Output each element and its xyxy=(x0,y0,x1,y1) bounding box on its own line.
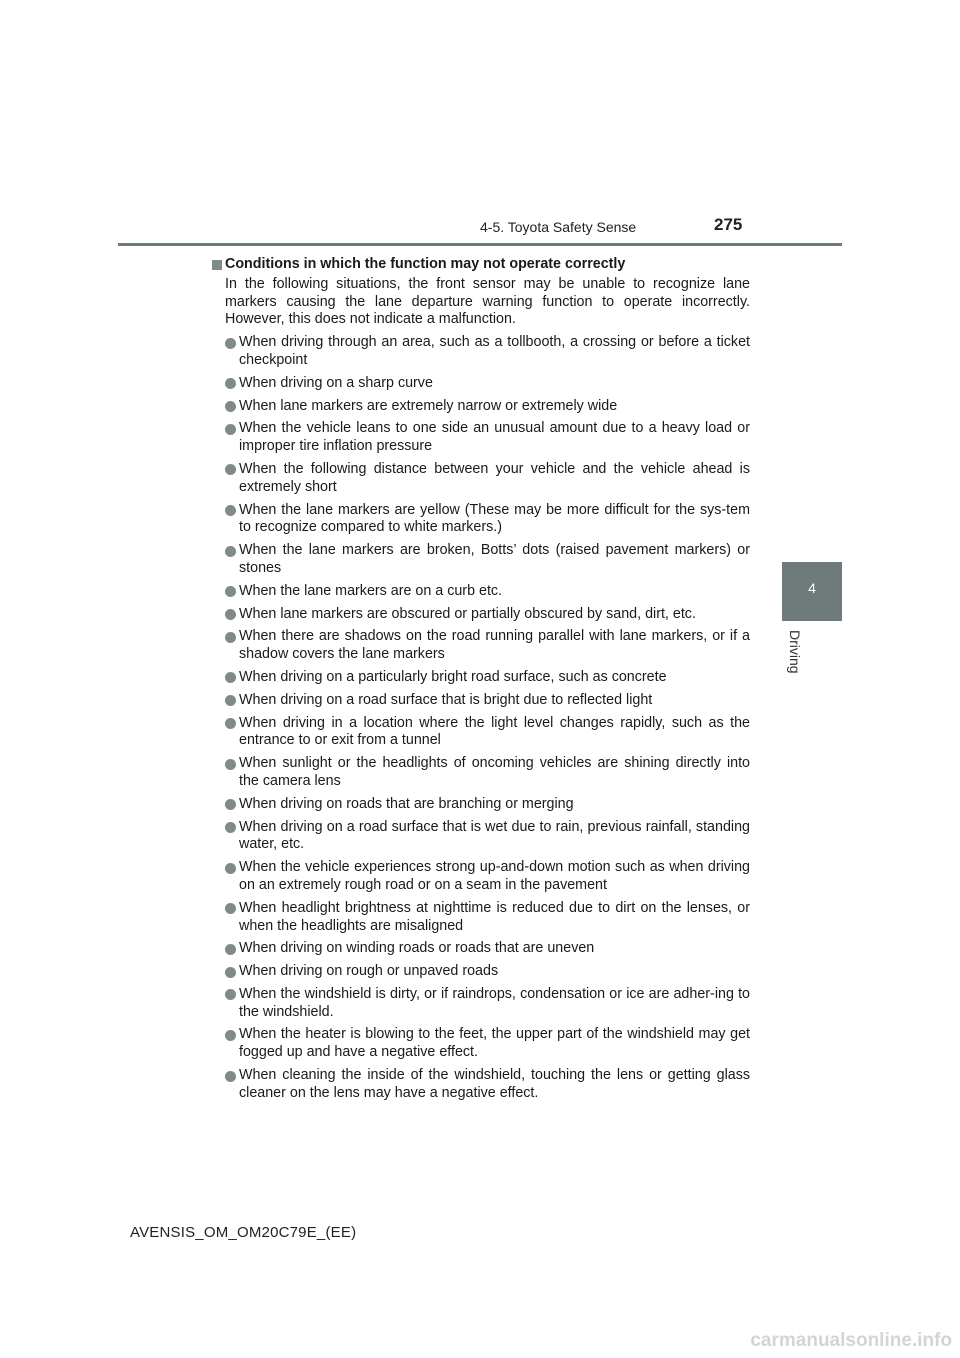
circle-bullet-icon xyxy=(225,759,236,770)
circle-bullet-icon xyxy=(225,672,236,683)
circle-bullet-icon xyxy=(225,401,236,412)
list-item xyxy=(210,692,750,710)
list-item-text: When the heater is blowing to the feet, the upper part of the windshield may get fogged up and have a negative effect. xyxy=(239,1026,750,1061)
list-item xyxy=(210,819,750,855)
list-item xyxy=(210,1026,750,1062)
list-item-text: When lane markers are obscured or partially obscured by sand, dirt, etc. xyxy=(239,605,696,622)
intro-paragraph: In the following situations, the front sensor may be unable to recognize lane markers causing the lane departure warning function to operate incorrectly. However, this does not indicate a malfunction. xyxy=(225,275,750,328)
section-title: 4-5. Toyota Safety Sense xyxy=(480,219,637,235)
circle-bullet-icon xyxy=(225,967,236,978)
list-item xyxy=(210,859,750,895)
list-item xyxy=(210,334,750,370)
list-item-text: When lane markers are extremely narrow or extremely wide xyxy=(239,397,618,414)
list-item xyxy=(210,375,750,393)
circle-bullet-icon xyxy=(225,505,236,516)
list-item-text: When driving on rough or unpaved roads xyxy=(239,963,499,980)
circle-bullet-icon xyxy=(225,632,236,643)
chapter-label: Driving xyxy=(787,630,803,674)
circle-bullet-icon xyxy=(225,378,236,389)
header-divider xyxy=(118,243,842,246)
circle-bullet-icon xyxy=(225,1071,236,1082)
list-item xyxy=(210,542,750,578)
list-item xyxy=(210,502,750,538)
list-item xyxy=(210,398,750,416)
list-item xyxy=(210,583,750,601)
list-item-text: When the lane markers are yellow (These may be more difficult for the sys-tem to recognize compared to white markers.) xyxy=(239,501,750,536)
list-item-text: When driving on a particularly bright road surface, such as concrete xyxy=(239,668,667,685)
list-item-text: When the following distance between your vehicle and the vehicle ahead is extremely short xyxy=(239,460,750,495)
list-item xyxy=(210,963,750,981)
circle-bullet-icon xyxy=(225,695,236,706)
circle-bullet-icon xyxy=(225,1030,236,1041)
list-item xyxy=(210,900,750,936)
list-item-text: When driving on a road surface that is bright due to reflected light xyxy=(239,691,653,708)
section-heading xyxy=(210,256,750,274)
list-item-text: When there are shadows on the road running parallel with lane markers, or if a shadow covers the lane markers xyxy=(239,628,750,663)
circle-bullet-icon xyxy=(225,863,236,874)
circle-bullet-icon xyxy=(225,546,236,557)
list-item xyxy=(210,940,750,958)
list-item-text: When driving on a sharp curve xyxy=(239,374,433,391)
circle-bullet-icon xyxy=(225,989,236,1000)
list-item-text: When the lane markers are on a curb etc. xyxy=(239,582,503,599)
list-item-text: When driving in a location where the light level changes rapidly, such as the entrance to or exit from a tunnel xyxy=(239,714,750,749)
chapter-number: 4 xyxy=(808,580,816,596)
list-item xyxy=(210,986,750,1022)
list-item-text: When driving on roads that are branching or merging xyxy=(239,795,574,812)
circle-bullet-icon xyxy=(225,424,236,435)
chapter-tab xyxy=(782,562,842,621)
list-item-text: When sunlight or the headlights of oncoming vehicles are shining directly into the camera lens xyxy=(239,755,750,789)
document-code: AVENSIS_OM_OM20C79E_(EE) xyxy=(130,1224,357,1241)
watermark: carmanualsonline.info xyxy=(750,1330,952,1351)
list-item-text: When the vehicle experiences strong up-and-down motion such as when driving on an extremely rough road or on a seam in the pavement xyxy=(239,859,750,893)
list-item-text: When the lane markers are broken, Botts’ dots (raised pavement markers) or stones xyxy=(239,542,750,576)
list-item-text: When the vehicle leans to one side an unusual amount due to a heavy load or improper tire inflation pressure xyxy=(239,420,750,455)
circle-bullet-icon xyxy=(225,609,236,620)
square-bullet-icon xyxy=(212,260,222,270)
list-item xyxy=(210,755,750,791)
circle-bullet-icon xyxy=(225,944,236,955)
circle-bullet-icon xyxy=(225,718,236,729)
list-item-text: When cleaning the inside of the windshield, touching the lens or getting glass cleaner on the lens may have a negative effect. xyxy=(239,1067,750,1101)
circle-bullet-icon xyxy=(225,822,236,833)
list-item-text: When driving through an area, such as a tollbooth, a crossing or before a ticket checkpoint xyxy=(239,334,750,368)
conditions-list xyxy=(210,334,750,1102)
list-item xyxy=(210,420,750,456)
circle-bullet-icon xyxy=(225,586,236,597)
section-heading-text: Conditions in which the function may not operate correctly xyxy=(225,256,626,272)
list-item xyxy=(210,715,750,751)
list-item-text: When driving on a road surface that is wet due to rain, previous rainfall, standing water, etc. xyxy=(239,818,750,853)
list-item xyxy=(210,796,750,814)
circle-bullet-icon xyxy=(225,464,236,475)
list-item xyxy=(210,669,750,687)
list-item xyxy=(210,606,750,624)
list-item-text: When the windshield is dirty, or if raindrops, condensation or ice are adher-ing to the windshield. xyxy=(239,985,750,1020)
list-item-text: When driving on winding roads or roads that are uneven xyxy=(239,940,595,957)
page-number: 275 xyxy=(714,215,743,234)
main-content xyxy=(210,256,750,1108)
circle-bullet-icon xyxy=(225,338,236,349)
list-item-text: When headlight brightness at nighttime is reduced due to dirt on the lenses, or when the headlights are misaligned xyxy=(239,899,750,934)
circle-bullet-icon xyxy=(225,903,236,914)
list-item xyxy=(210,628,750,664)
list-item xyxy=(210,461,750,497)
circle-bullet-icon xyxy=(225,799,236,810)
list-item xyxy=(210,1067,750,1103)
